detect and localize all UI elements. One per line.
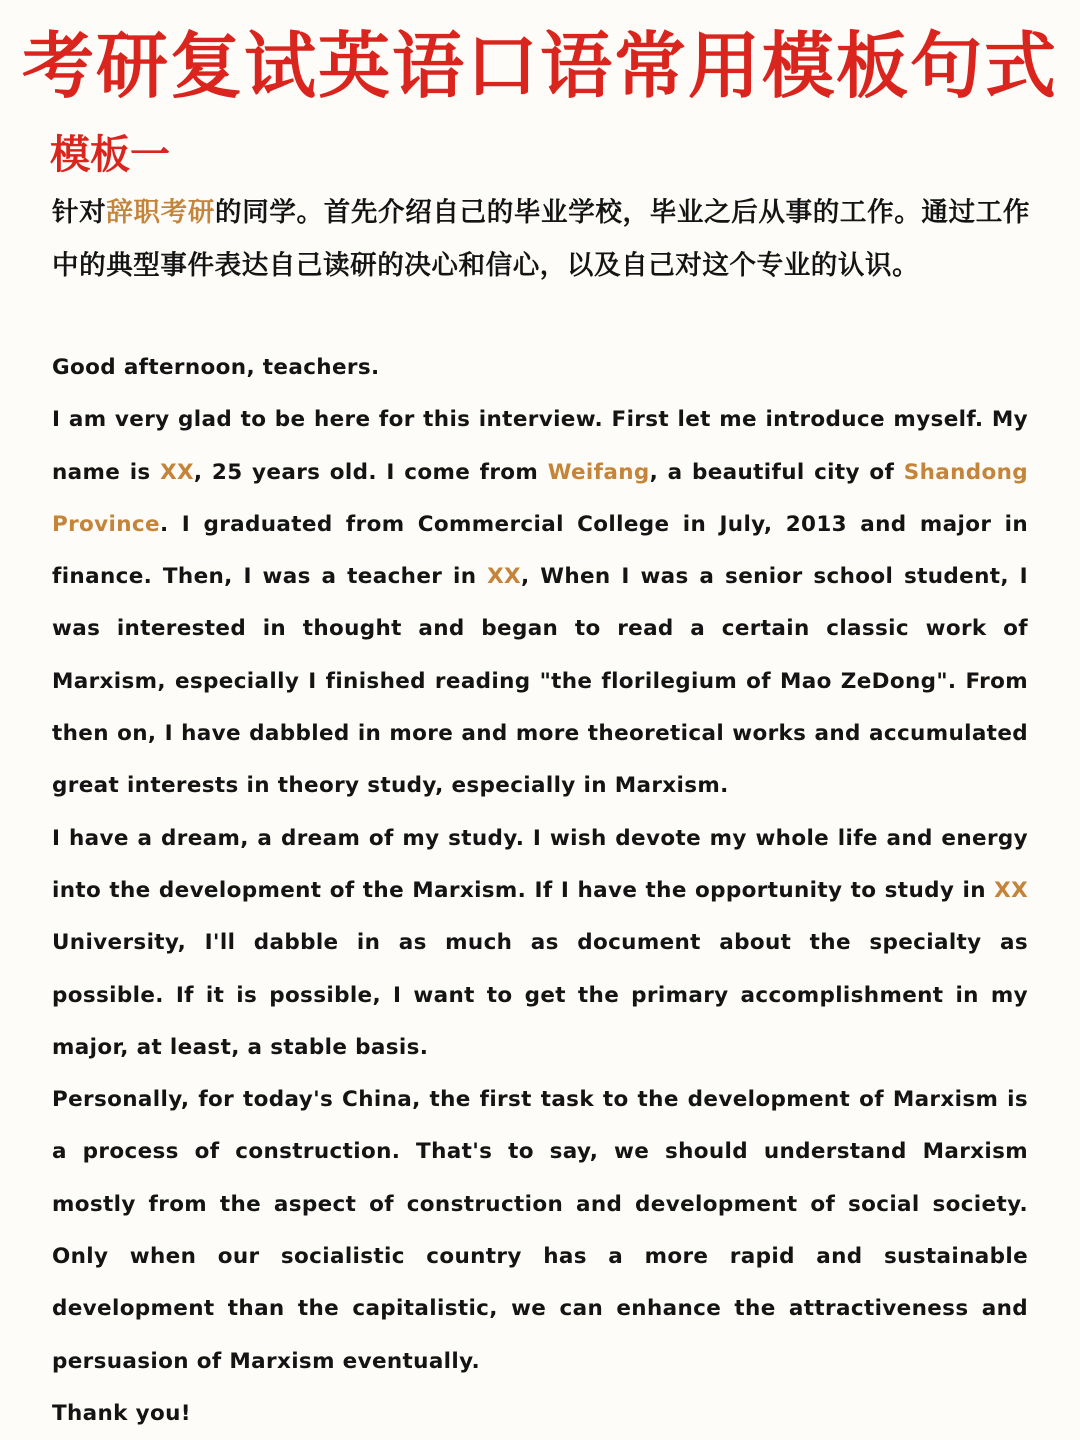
essay-body xyxy=(52,342,1028,1440)
essay-paragraph-2 xyxy=(52,813,1028,1074)
essay-text: , a beautiful city of xyxy=(649,459,904,485)
intro-paragraph xyxy=(52,186,1030,292)
essay-text: I have a dream, a dream of my study. I wish devote my whole life and energy into the development of the Marxism. If I have the opportunity to study in xyxy=(52,825,1028,903)
greeting-line: Good afternoon, teachers. xyxy=(52,355,380,380)
highlight-university: XX xyxy=(994,877,1028,903)
essay-text: I am very glad to be here for this interview. First let me introduce myself. My name is xyxy=(52,407,1028,485)
closing-line: Thank you! xyxy=(52,1400,191,1426)
highlight-name: XX xyxy=(160,459,194,485)
highlight-province: Shandong Province xyxy=(52,459,1028,537)
intro-highlight: 辞职考研 xyxy=(106,197,216,228)
intro-text-start: 针对 xyxy=(52,197,107,228)
intro-text-rest: 的同学。首先介绍自己的毕业学校，毕业之后从事的工作。通过工作中的典型事件表达自己读研的决心和信心，以及自己对这个专业的认识。 xyxy=(52,197,1031,281)
highlight-school: XX xyxy=(487,564,521,590)
essay-text: University, I'll dabble in as much as document about the specialty as possible. If it is possible, I want to get the primary accomplishment in my major, at least, a stable basis. xyxy=(52,930,1028,1060)
section-heading: 模板一 xyxy=(50,132,170,178)
highlight-city: Weifang xyxy=(547,459,650,485)
essay-text: , When I was a senior school student, I was interested in thought and began to read a certain classic work of Marxism, especially I finished reading "the florilegium of Mao ZeDong". From then on, I have dabbled in more and more theoretical works and accumulated great interests in theory study, especially in Marxism. xyxy=(52,564,1028,799)
essay-text: , 25 years old. I come from xyxy=(193,459,548,485)
essay-paragraph-1 xyxy=(52,394,1028,812)
essay-text: . I graduated from Commercial College in July, 2013 and major in finance. Then, I was a teacher in xyxy=(52,511,1028,590)
page-title: 考研复试英语口语常用模板句式 xyxy=(21,24,1058,108)
essay-paragraph-3: Personally, for today's China, the first task to the development of Marxism is a process of construction. That's to say, we should understand Marxism mostly from the aspect of construction and development of social society. Only when our socialistic country has a more rapid and sustainable development than the capitalistic, we can enhance the attractiveness and persuasion of Marxism eventually. xyxy=(52,1087,1028,1374)
